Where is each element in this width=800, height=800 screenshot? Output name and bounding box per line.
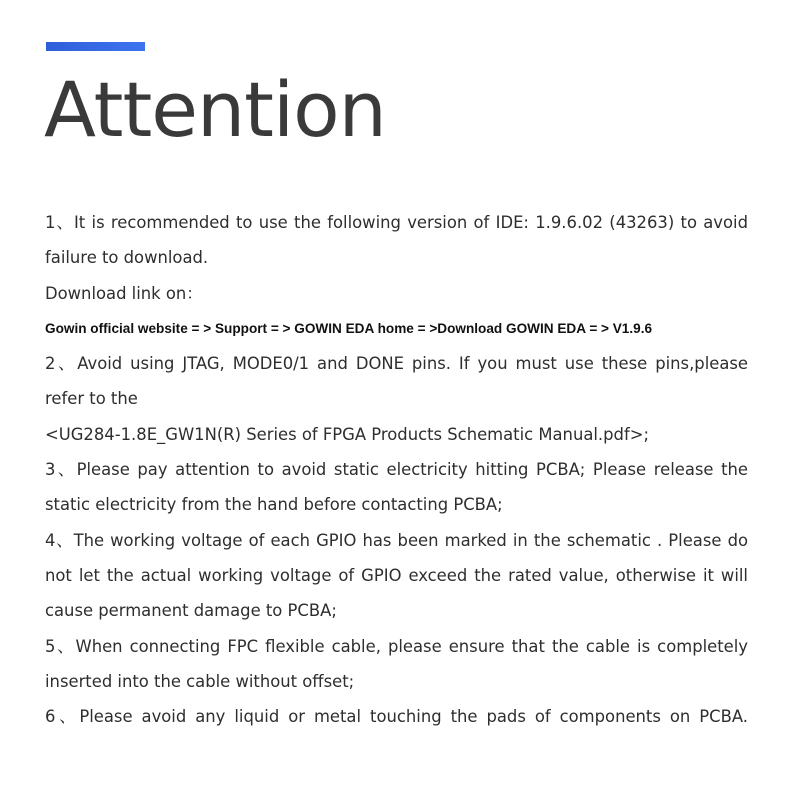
download-link-label: Download link on： — [45, 283, 203, 303]
page-title: Attention — [44, 65, 386, 154]
download-path: Gowin official website = > Support = > GOWIN EDA home = >Download GOWIN EDA = > V1.9.6 — [45, 320, 653, 336]
note-2-line-2: refer to the — [45, 389, 138, 409]
note-3-line-2: static electricity from the hand before contacting PCBA; — [45, 495, 503, 515]
attention-notes — [45, 205, 748, 734]
note-1-line-1: 1、It is recommended to use the following version of IDE: 1.9.6.02 (43263) to avoid — [45, 213, 748, 232]
note-3-line-1: 3、Please pay attention to avoid static electricity hitting PCBA; Please release the — [45, 460, 748, 480]
note-4-line-3: cause permanent damage to PCBA; — [45, 601, 337, 621]
note-6-line-1: 6、Please avoid any liquid or metal touching the pads of components on PCBA. — [45, 707, 748, 727]
note-5-line-2: inserted into the cable without offset; — [45, 671, 355, 691]
note-2-line-3: <UG284-1.8E_GW1N(R) Series of FPGA Products Schematic Manual.pdf>; — [45, 424, 649, 444]
note-1-line-2: failure to download. — [45, 248, 209, 268]
note-4-line-1: 4、The working voltage of each GPIO has been marked in the schematic . Please do — [45, 530, 748, 550]
note-5-line-1: 5、When connecting FPC flexible cable, please ensure that the cable is completely — [45, 636, 748, 656]
note-2-line-1: 2、Avoid using JTAG, MODE0/1 and DONE pins. If you must use these pins,please — [45, 354, 748, 374]
note-4-line-2: not let the actual working voltage of GPIO exceed the rated value, otherwise it will — [45, 565, 748, 585]
title-accent-bar — [46, 42, 145, 51]
